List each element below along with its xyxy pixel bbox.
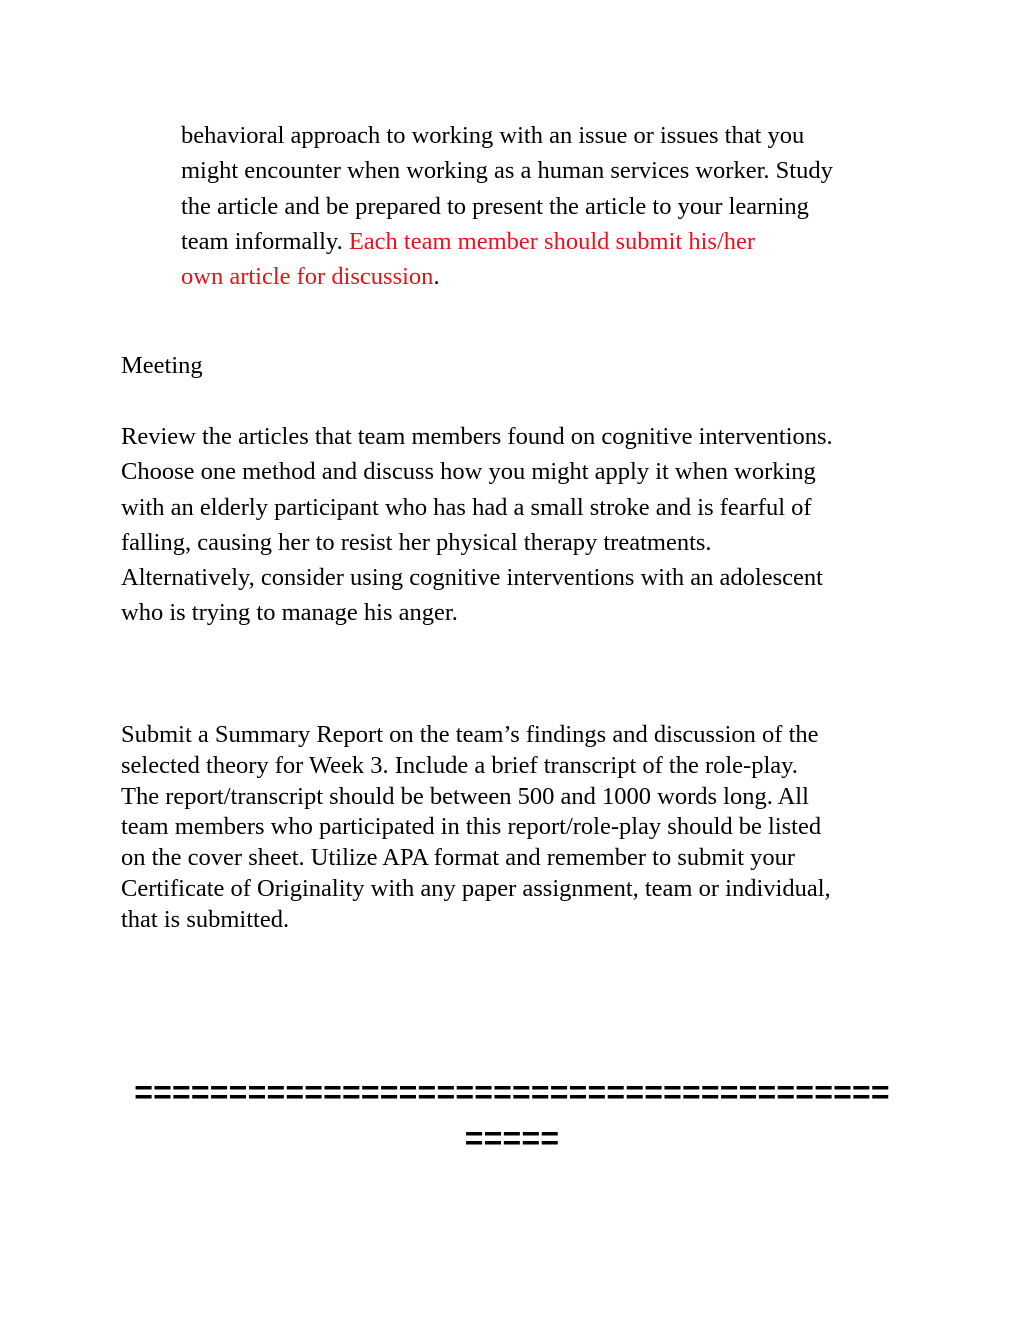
highlighted-instruction: own article for discussion <box>181 263 434 291</box>
intro-text: team informally. <box>181 227 349 255</box>
summary-paragraph <box>121 720 921 936</box>
intro-line: the article and be prepared to present the article to your learning <box>181 192 809 220</box>
summary-line: selected theory for Week 3. Include a brief transcript of the role-play. <box>121 751 798 779</box>
summary-line: team members who participated in this report/role-play should be listed <box>121 813 822 841</box>
meeting-heading: Meeting <box>121 352 203 379</box>
meeting-line: Choose one method and discuss how you might apply it when working <box>121 458 816 486</box>
summary-line: that is submitted. <box>121 905 290 933</box>
meeting-paragraph <box>121 419 921 631</box>
meeting-line: with an elderly participant who has had a small stroke and is fearful of <box>121 493 812 521</box>
intro-paragraph <box>181 118 921 294</box>
section-divider: ======================================== <box>134 1074 890 1110</box>
summary-line: Certificate of Originality with any paper assignment, team or individual, <box>121 874 831 902</box>
summary-line: The report/transcript should be between 500 and 1000 words long. All <box>121 782 809 810</box>
intro-line <box>181 224 921 259</box>
intro-line <box>181 259 921 294</box>
summary-line: on the cover sheet. Utilize APA format and remember to submit your <box>121 844 796 872</box>
meeting-line: who is trying to manage his anger. <box>121 599 458 627</box>
highlighted-instruction: Each team member should submit his/her <box>348 227 756 255</box>
meeting-line: Alternatively, consider using cognitive interventions with an adolescent <box>121 564 823 592</box>
section-divider-continued: ===== <box>464 1120 560 1156</box>
intro-line: might encounter when working as a human services worker. Study <box>181 157 833 185</box>
meeting-line: Review the articles that team members found on cognitive interventions. <box>121 423 833 450</box>
summary-line: Submit a Summary Report on the team’s findings and discussion of the <box>121 721 819 748</box>
intro-text: . <box>433 263 440 291</box>
meeting-line: falling, causing her to resist her physical therapy treatments. <box>121 528 712 556</box>
intro-line: behavioral approach to working with an issue or issues that you <box>181 122 805 149</box>
